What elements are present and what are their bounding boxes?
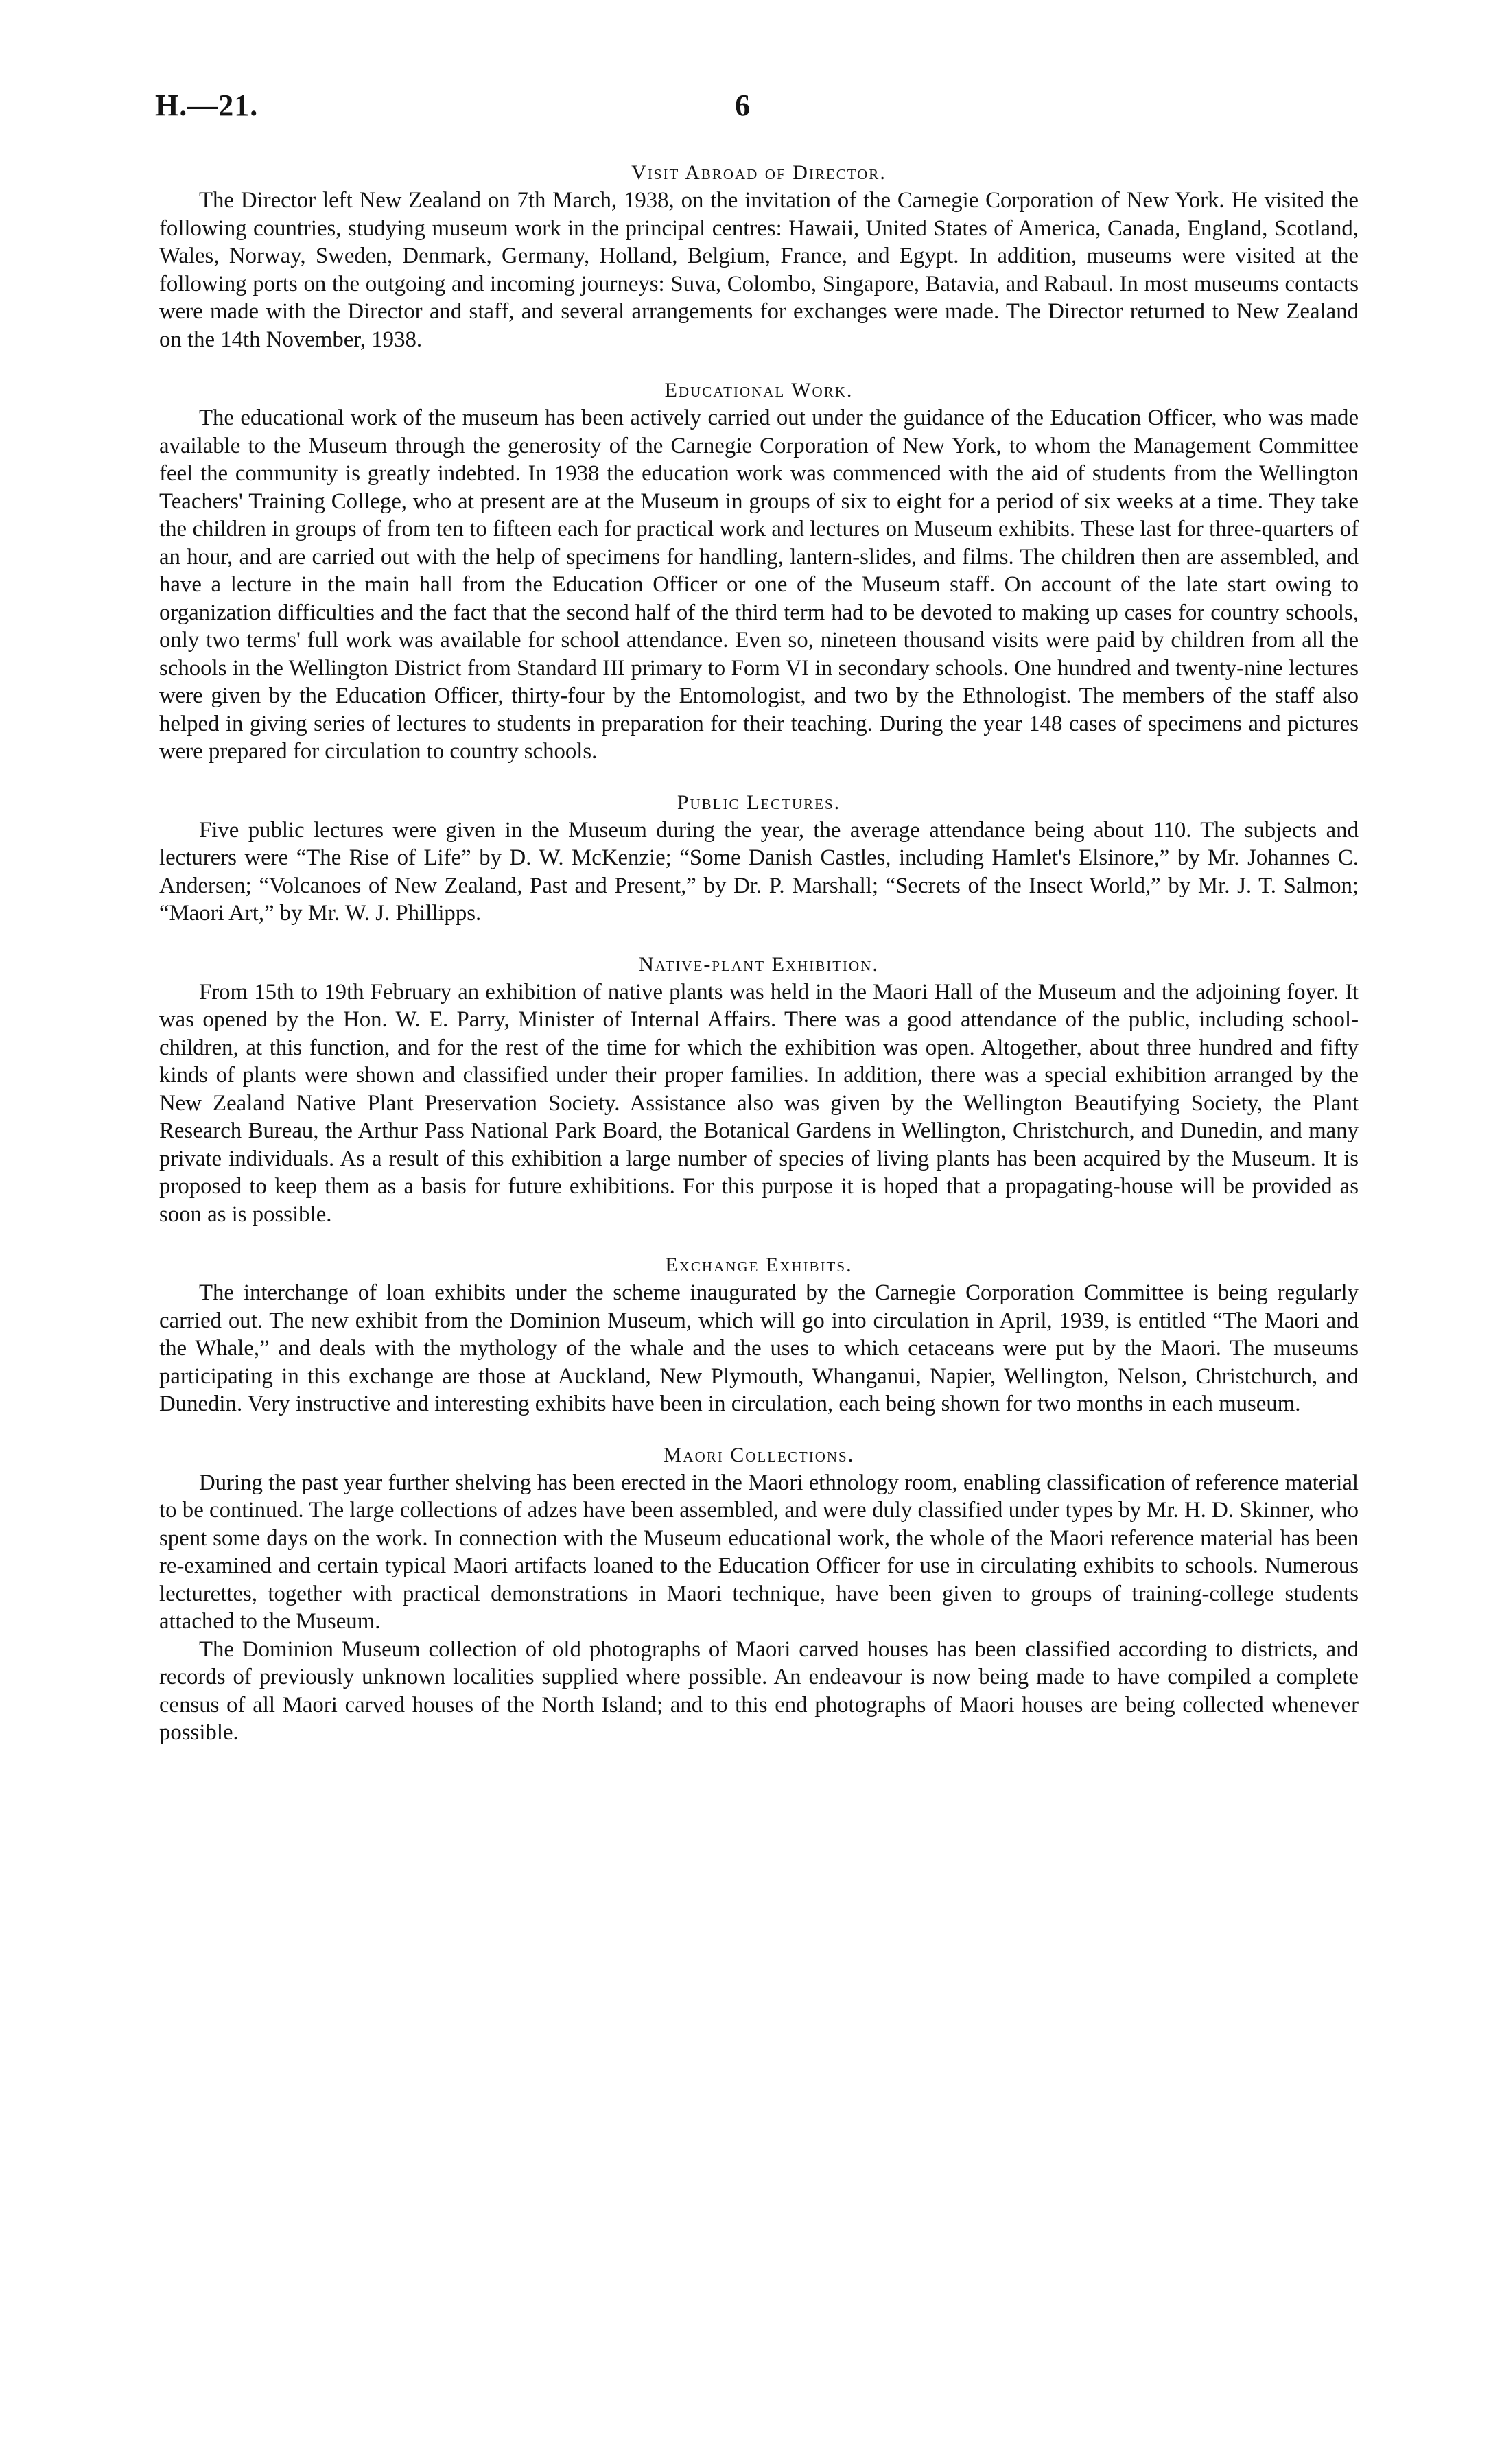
section-heading: Native-plant Exhibition. [639, 952, 879, 976]
page-body [159, 159, 1359, 1770]
page-number: 6 [735, 89, 750, 122]
paragraph: The interchange of loan exhibits under the scheme inaugurated by the Carnegie Corporation Committee is being regularly carried out. The new exhibit from the Dominion Museum, which will go into circulation in April, 1939, is entitled “The Maori and the Whale,” and deals with the mythology of the whale and the uses to which cetaceans were put by the Maori. The museums participating in this exchange are those at Auckland, New Plymouth, Whanganui, Napier, Wellington, Nelson, Christchurch, and Dunedin. Very instructive and interesting exhibits have been in circulation, each being shown for two months in each museum. [159, 1280, 1359, 1416]
paragraph: During the past year further shelving has been erected in the Maori ethnology room, enabling classification of reference material to be continued. The large collections of adzes have been assembled, and were duly classified under types by Mr. H. D. Skinner, who spent some days on the work. In connection with the Museum educational work, the whole of the Maori reference material has been re-examined and certain typical Maori artifacts loaned to the Education Officer for use in circulating exhibits to schools. Numerous lecturettes, together with practical demonstrations in Maori technique, have been given to groups of training-college students attached to the Museum. [159, 1470, 1359, 1634]
section-heading: Public Lectures. [677, 790, 841, 814]
page-header [155, 88, 1363, 129]
paragraph: The Dominion Museum collection of old photographs of Maori carved houses has been classified according to districts, and records of previously unknown localities supplied where possible. An endeavour is now being made to have compiled a complete census of all Maori carved houses of the North Island; and to this end photographs of Maori houses are being collected whenever possible. [159, 1636, 1359, 1745]
paragraph: Five public lectures were given in the Museum during the year, the average attendance being about 110. The subjects and lecturers were “The Rise of Life” by D. W. McKenzie; “Some Danish Castles, including Hamlet's Elsinore,” by Mr. Johannes C. Andersen; “Volcanoes of New Zealand, Past and Present,” by Dr. P. Marshall; “Secrets of the Insect World,” by Mr. J. T. Salmon; “Maori Art,” by Mr. W. J. Phillipps. [159, 817, 1359, 926]
section-educational-work [159, 377, 1359, 766]
paragraph: From 15th to 19th February an exhibition of native plants was held in the Maori Hall of the Museum and the adjoining foyer. It was opened by the Hon. W. E. Parry, Minister of Internal Affairs. There was a good attendance of the public, including school-children, at this function, and for the rest of the time for which the exhibition was open. Altogether, about three hundred and fifty kinds of plants were shown and classified under their proper families. In addition, there was a special exhibition arranged by the New Zealand Native Plant Preservation Society. Assistance also was given by the Wellington Beautifying Society, the Plant Research Bureau, the Arthur Pass National Park Board, the Botanical Gardens in Wellington, Christchurch, and Dunedin, and many private individuals. As a result of this exhibition a large number of species of living plants has been acquired by the Museum. It is proposed to keep them as a basis for future exhibitions. For this purpose it is hoped that a propagating-house will be provided as soon as is possible. [159, 979, 1359, 1227]
paragraph: The Director left New Zealand on 7th March, 1938, on the invitation of the Carnegie Corporation of New York. He visited the following countries, studying museum work in the principal centres: Hawaii, United States of America, Canada, England, Scotland, Wales, Norway, Sweden, Denmark, Germany, Holland, Belgium, France, and Egypt. In addition, museums were visited at the following ports on the outgoing and incoming journeys: Suva, Colombo, Singapore, Batavia, and Rabaul. In most museums contacts were made with the Director and staff, and several arrangements for exchanges were made. The Director returned to New Zealand on the 14th November, 1938. [159, 188, 1359, 352]
section-heading: Exchange Exhibits. [665, 1254, 853, 1276]
section-heading: Maori Collections. [663, 1443, 855, 1466]
section-heading: Educational Work. [664, 379, 854, 401]
section-visit-abroad [159, 159, 1359, 353]
paragraph: The educational work of the museum has been actively carried out under the guidance of the Education Officer, who was made available to the Museum through the generosity of the Carnegie Corporation of New York, to whom the Management Committee feel the community is greatly indebted. In 1938 the education work was commenced with the aid of students from the Wellington Teachers' Training College, who at present are at the Museum in groups of six to eight for a period of six weeks at a time. They take the children in groups of from ten to fifteen each for practical work and lectures on Museum exhibits. These last for three-quarters of an hour, and are carried out with the help of specimens for handling, lantern-slides, and films. The children then are assembled, and have a lecture in the main hall from the Education Officer or one of the Museum staff. On account of the late start owing to organization difficulties and the fact that the second half of the third term had to be devoted to making up cases for country schools, only two terms' full work was available for school attendance. Even so, nineteen thousand visits were paid by children from all the schools in the Wellington District from Standard III primary to Form VI in secondary schools. One hundred and twenty-nine lectures were given by the Education Officer, thirty-four by the Entomologist, and two by the Ethnologist. The members of the staff also helped in giving series of lectures to students in preparation for their teaching. During the year 148 cases of specimens and pictures were prepared for circulation to country schools. [159, 406, 1359, 764]
section-maori-collections [159, 1442, 1359, 1747]
section-heading: Visit Abroad of Director. [631, 161, 887, 184]
section-native-plant-exhibition [159, 951, 1359, 1229]
section-exchange-exhibits [159, 1252, 1359, 1418]
section-public-lectures [159, 789, 1359, 928]
document-reference: H.—21. [155, 89, 259, 122]
